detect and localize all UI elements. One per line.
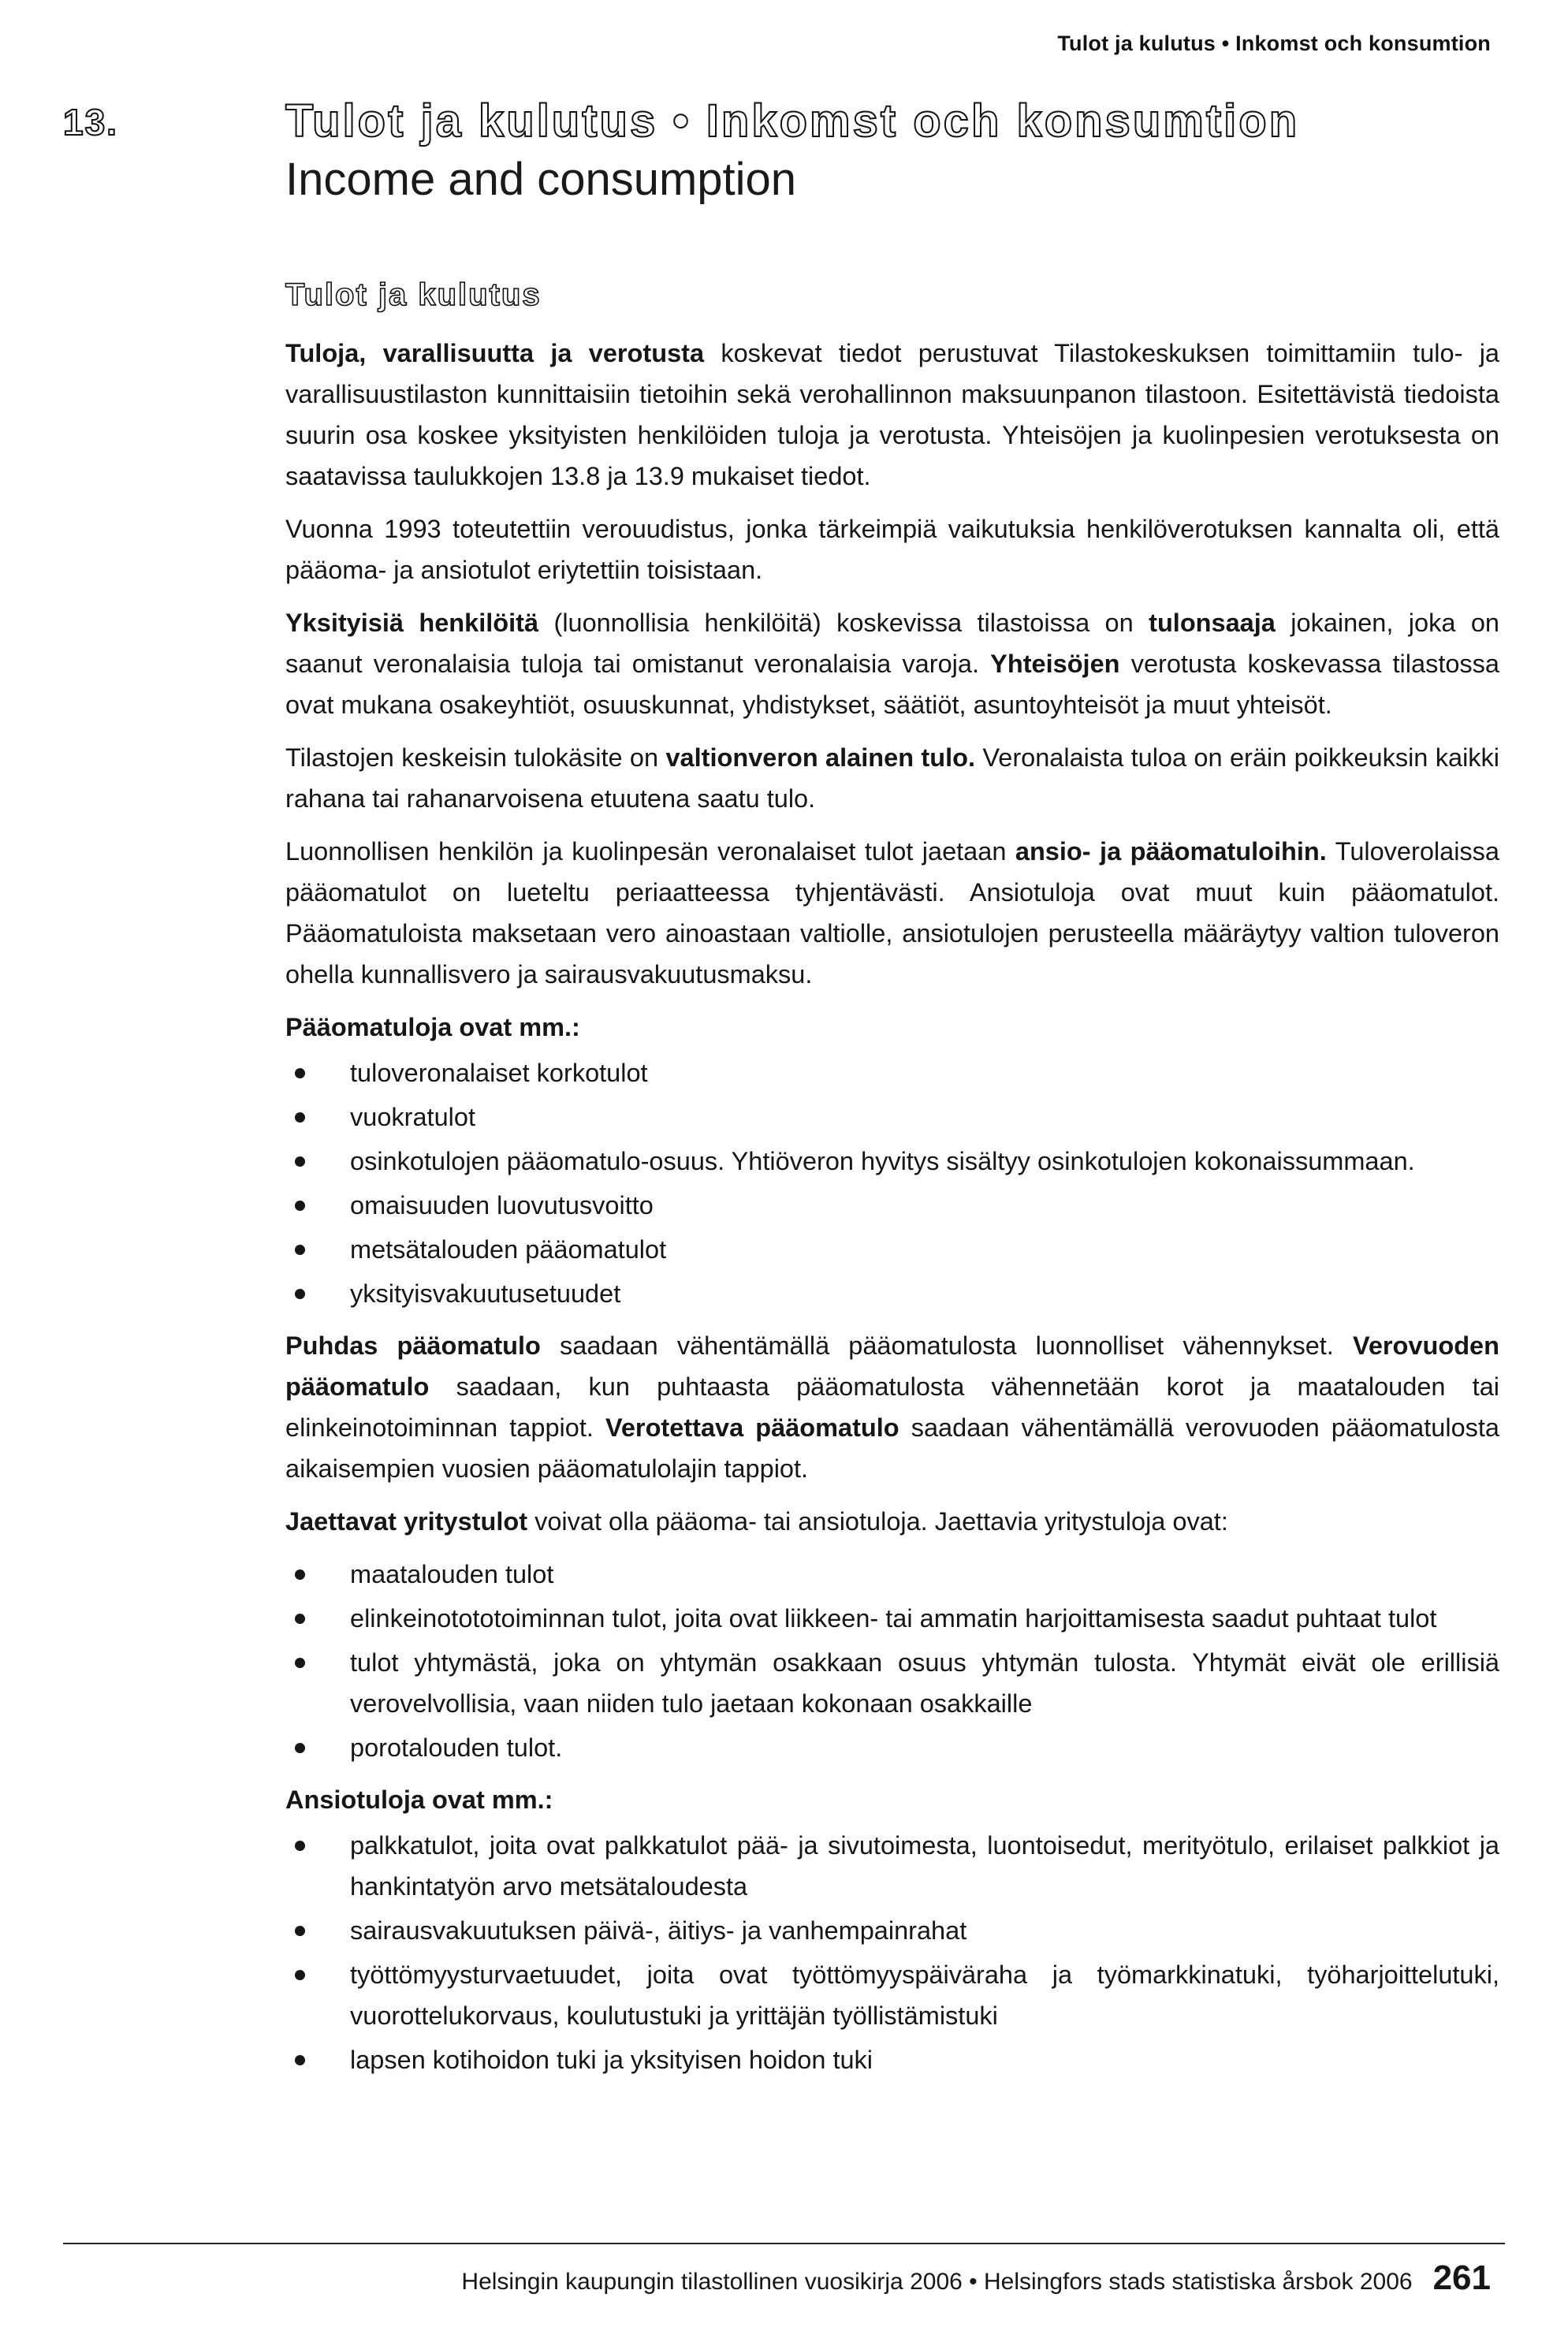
- paragraph-text: (luonnollisia henkilöitä) koskevissa tilastoissa on: [538, 609, 1149, 637]
- chapter-title-en: Income and consumption: [285, 154, 797, 205]
- paragraph-text: Luonnollisen henkilön ja kuolinpesän veronalaiset tulot jaetaan: [285, 837, 1015, 866]
- bold-term: tulonsaaja: [1149, 609, 1276, 637]
- capital-income-list: [285, 1052, 1499, 1314]
- paragraph-text: Veronalaista tuloa on eräin poikkeuksin kaikki rahana tai rahanarvoisena etuutena saatu tulo.: [285, 743, 1500, 813]
- list-item: tulot yhtymästä, joka on yhtymän osakkaan osuus yhtymän tulosta. Yhtymät eivät ole erillisiä verovelvollisia, vaan niiden tulo jaetaan kokonaan osakkaille: [285, 1642, 1499, 1724]
- paragraph-business-income: [285, 1501, 1499, 1542]
- list-item: lapsen kotihoidon tuki ja yksityisen hoidon tuki: [285, 2039, 1499, 2080]
- bold-term: Verotettava pääomatulo: [605, 1413, 899, 1442]
- earned-income-heading: Ansiotuloja ovat mm.:: [285, 1785, 553, 1814]
- section-heading: Tulot ja kulutus: [285, 277, 542, 312]
- bold-term: Tuloja, varallisuutta ja verotusta: [285, 339, 705, 367]
- paragraph-income-division: [285, 831, 1499, 995]
- chapter-titles: [285, 93, 1499, 208]
- bold-term: Jaettavat yritystulot: [285, 1507, 528, 1536]
- paragraph-text: saadaan vähentämällä pääomatulosta luonnolliset vähennykset.: [540, 1331, 1353, 1360]
- paragraph-text: saadaan vähentämällä verovuoden pääomatulosta aikaisempien vuosien pääomatulolajin tappiot.: [285, 1413, 1500, 1483]
- footer-divider: [63, 2243, 1505, 2244]
- paragraph-private-persons: [285, 602, 1499, 725]
- running-header: Tulot ja kulutus • Inkomst och konsumtion: [1057, 32, 1491, 55]
- bold-term: Yksityisiä henkilöitä: [285, 609, 539, 637]
- list-item: työttömyysturvaetuudet, joita ovat työttömyyspäiväraha ja työmarkkinatuki, työharjoittelutuki, vuorottelukorvaus, koulutustuki ja yrittäjän työllistämistuki: [285, 1954, 1499, 2036]
- paragraph-text: jokainen, joka on saanut veronalaisia tuloja tai omistanut veronalaisia varoja.: [285, 609, 1499, 678]
- paragraph-text: koskevat tiedot perustuvat Tilastokeskuksen toimittamiin tulo- ja varallisuustilaston kunnittaisiin tietoihin sekä verohallinnon maksuunpanon tilastoon. Esitettävistä tiedoista suurin osa koskee yksityisten henkilöiden tuloja ja verotusta. Yhteisöjen ja kuolinpesien verotuksesta on saatavissa taulukkojen 13.8 ja 13.9 mukaiset tiedot.: [285, 339, 1499, 490]
- list-item: yksityisvakuutusetuudet: [285, 1273, 1499, 1314]
- paragraph-text: Tilastojen keskeisin tulokäsite on: [285, 743, 666, 772]
- paragraph-income-concept: [285, 737, 1499, 819]
- capital-income-heading: Pääomatuloja ovat mm.:: [285, 1013, 580, 1041]
- paragraph-text: voivat olla pääoma- tai ansiotuloja. Jaettavia yritystuloja ovat:: [527, 1507, 1228, 1536]
- paragraph-income-data: [285, 333, 1499, 497]
- list-item: porotalouden tulot.: [285, 1727, 1499, 1768]
- footer-publication: Helsingin kaupungin tilastollinen vuosikirja 2006 • Helsingfors stads statistiska årsbok 2006: [461, 2269, 1413, 2295]
- list-item: omaisuuden luovutusvoitto: [285, 1185, 1499, 1226]
- bold-term: Verovuoden pääomatulo: [285, 1331, 1499, 1401]
- bold-term: ansio- ja pääomatuloihin.: [1015, 837, 1327, 866]
- list-item: tuloveronalaiset korkotulot: [285, 1052, 1499, 1093]
- list-item: sairausvakuutuksen päivä-, äitiys- ja vanhempainrahat: [285, 1910, 1499, 1951]
- paragraph-tax-reform: Vuonna 1993 toteutettiin verouudistus, jonka tärkeimpiä vaikutuksia henkilöverotuksen kannalta oli, että pääoma- ja ansiotulot eriytettiin toisistaan.: [285, 515, 1499, 584]
- paragraph-text: verotusta koskevassa tilastossa ovat mukana osakeyhtiöt, osuuskunnat, yhdistykset, säätiöt, asuntoyhteisöt ja muut yhteisöt.: [285, 650, 1500, 719]
- list-item: elinkeinotototoiminnan tulot, joita ovat liikkeen- tai ammatin harjoittamisesta saadut puhtaat tulot: [285, 1598, 1499, 1639]
- page-number: 261: [1432, 2258, 1491, 2297]
- body-text: [285, 333, 1499, 2091]
- list-item: vuokratulot: [285, 1097, 1499, 1138]
- paragraph-text: saadaan, kun puhtaasta pääomatulosta vähennetään korot ja maatalouden tai elinkeinotoiminnan tappiot.: [285, 1372, 1499, 1442]
- bold-term: Puhdas pääomatulo: [285, 1331, 541, 1360]
- chapter-title-fi-sv: Tulot ja kulutus • Inkomst och konsumtion: [285, 95, 1300, 147]
- list-item: metsätalouden pääomatulot: [285, 1229, 1499, 1270]
- list-item: osinkotulojen pääomatulo-osuus. Yhtiöveron hyvitys sisältyy osinkotulojen kokonaissummaan.: [285, 1141, 1499, 1182]
- paragraph-text: Tuloverolaissa pääomatulot on lueteltu periaatteessa tyhjentävästi. Ansiotuloja ovat muut kuin pääomatulot. Pääomatuloista maksetaan vero ainoastaan valtiolle, ansiotulojen perusteella määräytyy valtion tuloveron ohella kunnallisvero ja sairausvakuutusmaksu.: [285, 837, 1500, 989]
- bold-term: Yhteisöjen: [990, 650, 1120, 678]
- list-item: maatalouden tulot: [285, 1554, 1499, 1595]
- bold-term: valtionveron alainen tulo.: [665, 743, 975, 772]
- list-item: palkkatulot, joita ovat palkkatulot pää- ja sivutoimesta, luontoisedut, merityötulo, erilaiset palkkiot ja hankintatyön arvo metsätaloudesta: [285, 1825, 1499, 1907]
- page-footer: [461, 2258, 1491, 2298]
- chapter-number: 13.: [63, 102, 118, 143]
- business-income-list: [285, 1554, 1499, 1768]
- paragraph-net-capital-income: [285, 1325, 1499, 1489]
- earned-income-list: [285, 1825, 1499, 2080]
